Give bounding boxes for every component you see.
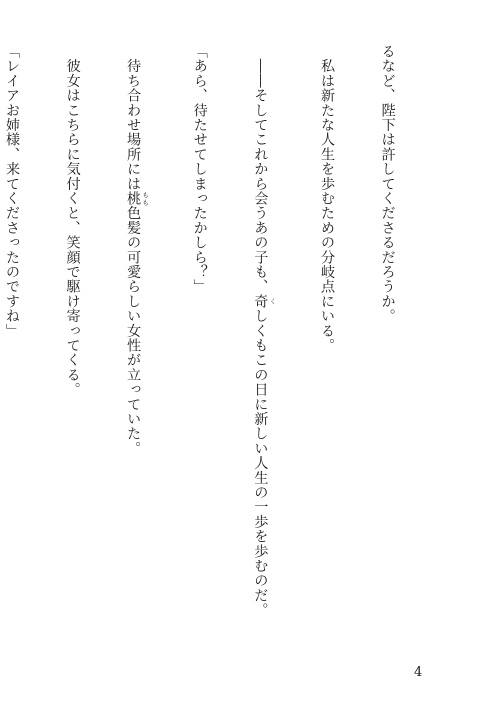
text-line-4: 「あら、待たせてしまったかしら？」 (191, 44, 208, 294)
text-line-6: 彼女はこちらに気付くと、笑顔で駆け寄ってくる。 (64, 44, 81, 397)
text-line-7: 「レイアお姉様、来てくださったのですね」 (3, 44, 20, 338)
ruby-kushiku: 奇 く (252, 293, 277, 309)
text-line-5: 待ち合わせ場所には桃 もも色髪の可愛らしい女性が立っていた。 (125, 44, 150, 456)
ruby-kushiku-reading: く (268, 293, 277, 309)
page-number: 4 (414, 665, 423, 680)
text-line-3: ――そしてこれから会うあの子も、奇 くしくもこの日に新しい人生の一歩を歩むのだ。 (252, 44, 277, 618)
vertical-text-body (3, 44, 438, 634)
ruby-momo-reading: もも (141, 191, 150, 206)
ruby-momo: 桃 もも (125, 191, 150, 206)
text-line-2: 私は新たな人生を歩むための分岐点にいる。 (318, 44, 335, 353)
text-line-1: るなど、陛下は許してくださるだろうか。 (379, 44, 396, 324)
